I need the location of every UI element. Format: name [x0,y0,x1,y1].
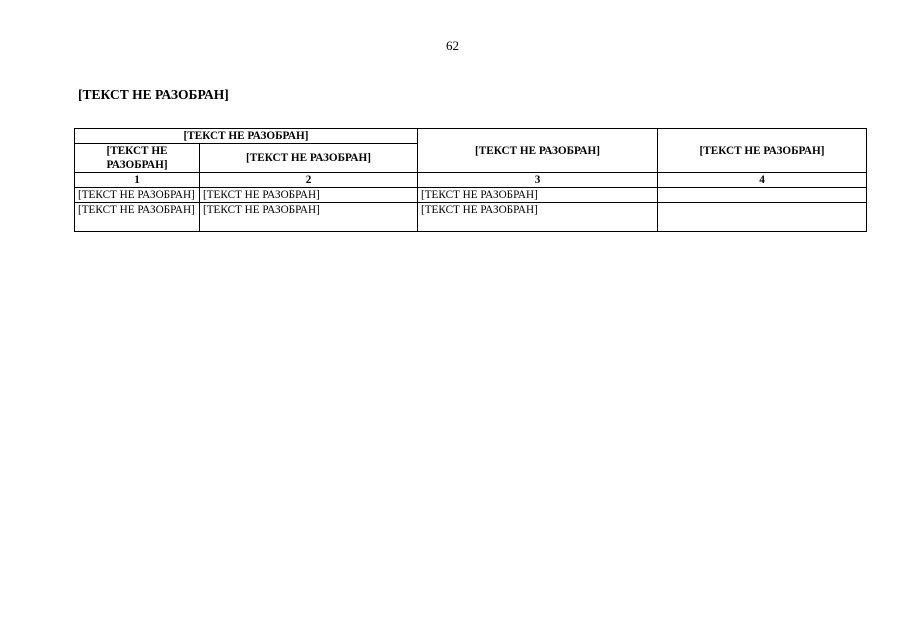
use-description-cell: [ТЕКСТ НЕ РАЗОБРАН] [200,188,418,203]
land-use-table [74,128,867,232]
page-number: 62 [446,38,459,53]
header-use-name: [ТЕКСТ НЕ РАЗОБРАН] [75,144,200,173]
parameters-cell [418,203,658,232]
header-permitted-use-types: [ТЕКСТ НЕ РАЗОБРАН] [75,129,418,144]
use-description-cell [200,203,418,232]
restrictions-cell [658,203,867,232]
table-row [75,188,867,203]
header-restrictions: [ТЕКСТ НЕ РАЗОБРАН] [658,129,867,173]
section-title: [ТЕКСТ НЕ РАЗОБРАН] [78,87,229,102]
column-number: 1 [75,173,200,188]
column-number: 2 [200,173,418,188]
header-parameters: [ТЕКСТ НЕ РАЗОБРАН] [418,129,658,173]
column-number: 4 [658,173,867,188]
use-name-cell: [ТЕКСТ НЕ РАЗОБРАН] [75,188,200,203]
table-row [75,203,867,232]
use-name-text: [ТЕКСТ НЕ РАЗОБРАН] [78,204,195,217]
use-name-cell [75,203,200,232]
header-use-description: [ТЕКСТ НЕ РАЗОБРАН] [200,144,418,173]
parameters-cell: [ТЕКСТ НЕ РАЗОБРАН] [418,188,658,203]
table-header-row [75,129,867,144]
use-description-text: [ТЕКСТ НЕ РАЗОБРАН] [203,204,320,217]
restrictions-cell [658,188,867,203]
column-number: 3 [418,173,658,188]
parameters-text: [ТЕКСТ НЕ РАЗОБРАН] [421,204,538,217]
column-number-row [75,173,867,188]
